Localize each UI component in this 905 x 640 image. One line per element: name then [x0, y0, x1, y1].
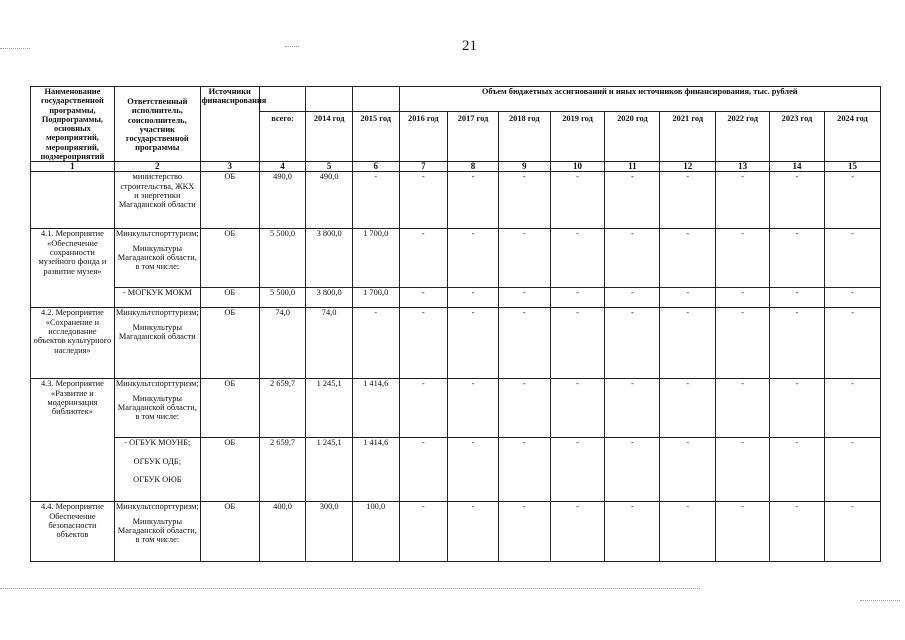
- total-cell: 5 500,0: [259, 229, 306, 288]
- dash-cell: -: [660, 438, 716, 502]
- column-number: 3: [200, 162, 259, 172]
- dash-cell: -: [399, 379, 448, 438]
- dash-cell: -: [770, 172, 825, 229]
- dash-cell: -: [448, 379, 499, 438]
- header-empty: [259, 87, 306, 112]
- executor-cell: Минкультспорттуризм; Минкультуры Магаданской области, в том числе:: [114, 502, 200, 562]
- dash-cell: -: [770, 502, 825, 562]
- executor-cell: Минкультспорттуризм; Минкультуры Магаданской области, в том числе:: [114, 229, 200, 288]
- dash-cell: -: [716, 379, 770, 438]
- column-number: 4: [259, 162, 306, 172]
- header-year: 2017 год: [448, 112, 499, 162]
- measure-name-4-4: 4.4. Мероприятие Обеспечение безопасности объектов: [31, 502, 115, 562]
- header-year: 2014 год: [306, 112, 353, 162]
- dash-cell: -: [716, 438, 770, 502]
- dash-cell: -: [498, 438, 550, 502]
- dash-cell: -: [448, 229, 499, 288]
- year-2014-cell: 300,0: [306, 502, 353, 562]
- dash-cell: -: [770, 379, 825, 438]
- header-executor: Ответственный исполнитель, соисполнитель, участник государственной программы: [114, 87, 200, 162]
- scan-artifact-line: [285, 46, 299, 47]
- dash-cell: -: [770, 438, 825, 502]
- dash-cell: -: [605, 229, 660, 288]
- dash-cell: -: [716, 288, 770, 308]
- source-cell: ОБ: [200, 379, 259, 438]
- header-year: 2015 год: [352, 112, 399, 162]
- column-number: 10: [550, 162, 605, 172]
- year-2014-cell: 490,0: [306, 172, 353, 229]
- year-2015-cell: 1 414,6: [352, 379, 399, 438]
- dash-cell: -: [824, 288, 880, 308]
- dash-cell: -: [498, 288, 550, 308]
- dash-cell: -: [824, 308, 880, 379]
- table-row: [31, 229, 881, 288]
- header-year: 2024 год: [824, 112, 880, 162]
- dash-cell: -: [824, 229, 880, 288]
- dash-cell: -: [605, 172, 660, 229]
- header-year: 2018 год: [498, 112, 550, 162]
- dash-cell: -: [550, 172, 605, 229]
- dash-cell: -: [448, 502, 499, 562]
- header-year: 2021 год: [660, 112, 716, 162]
- source-cell: ОБ: [200, 502, 259, 562]
- dash-cell: -: [399, 308, 448, 379]
- source-cell: ОБ: [200, 288, 259, 308]
- source-cell: ОБ: [200, 229, 259, 288]
- table-row: [31, 379, 881, 438]
- dash-cell: -: [399, 172, 448, 229]
- column-number: 7: [399, 162, 448, 172]
- header-year: 2022 год: [716, 112, 770, 162]
- dash-cell: -: [660, 172, 716, 229]
- dash-cell: -: [660, 379, 716, 438]
- budget-table: [30, 86, 881, 562]
- source-cell: ОБ: [200, 172, 259, 229]
- dash-cell: -: [498, 379, 550, 438]
- year-2014-cell: 1 245,1: [306, 438, 353, 502]
- header-volume-title: Объем бюджетных ассигнований и иных источников финансирования, тыс. рублей: [399, 87, 881, 112]
- header-total: всего:: [259, 112, 306, 162]
- header-year: 2023 год: [770, 112, 825, 162]
- table-row: [31, 308, 881, 379]
- dash-cell: -: [716, 172, 770, 229]
- dash-cell: -: [399, 502, 448, 562]
- header-year: 2019 год: [550, 112, 605, 162]
- dash-cell: -: [550, 288, 605, 308]
- dash-cell: -: [550, 502, 605, 562]
- column-number: 11: [605, 162, 660, 172]
- dash-cell: -: [660, 288, 716, 308]
- total-cell: 2 659,7: [259, 379, 306, 438]
- table-row: [31, 288, 881, 308]
- page-number: 21: [462, 38, 477, 54]
- year-2015-cell: 1 700,0: [352, 288, 399, 308]
- dash-cell: -: [550, 438, 605, 502]
- dash-cell: -: [770, 288, 825, 308]
- dash-cell: -: [448, 288, 499, 308]
- dash-cell: -: [498, 502, 550, 562]
- dash-cell: -: [498, 308, 550, 379]
- year-2015-cell: 1 414,6: [352, 438, 399, 502]
- dash-cell: -: [824, 438, 880, 502]
- column-number: 1: [31, 162, 115, 172]
- year-2014-cell: 3 800,0: [306, 288, 353, 308]
- column-number: 9: [498, 162, 550, 172]
- header-year: 2016 год: [399, 112, 448, 162]
- dash-cell: -: [399, 229, 448, 288]
- measure-name-4-1: 4.1. Мероприятие «Обеспечение сохранности музейного фонда и развитие музея»: [31, 229, 115, 308]
- dash-cell: -: [448, 438, 499, 502]
- dash-cell: -: [660, 229, 716, 288]
- dash-cell: -: [605, 308, 660, 379]
- dash-cell: -: [660, 308, 716, 379]
- column-number: 5: [306, 162, 353, 172]
- dash-cell: -: [716, 308, 770, 379]
- dash-cell: -: [824, 502, 880, 562]
- total-cell: 490,0: [259, 172, 306, 229]
- dash-cell: -: [605, 438, 660, 502]
- table-row: [31, 502, 881, 562]
- dash-cell: -: [605, 379, 660, 438]
- dash-cell: -: [498, 172, 550, 229]
- dash-cell: -: [498, 229, 550, 288]
- year-2014-cell: 74,0: [306, 308, 353, 379]
- measure-name-4-3: 4.3. Мероприятие «Развитие и модернизация библиотек»: [31, 379, 115, 502]
- dash-cell: -: [824, 172, 880, 229]
- year-2015-cell: 1 700,0: [352, 229, 399, 288]
- dash-cell: -: [550, 379, 605, 438]
- column-number: 2: [114, 162, 200, 172]
- dash-cell: -: [550, 308, 605, 379]
- source-cell: ОБ: [200, 438, 259, 502]
- scan-artifact-line: [0, 48, 30, 49]
- scan-artifact-line: [860, 600, 900, 601]
- measure-name-4-2: 4.2. Мероприятие «Сохранение и исследование объектов культурного наследия»: [31, 308, 115, 379]
- dash-cell: -: [399, 288, 448, 308]
- dash-cell: -: [550, 229, 605, 288]
- total-cell: 2 659,7: [259, 438, 306, 502]
- source-cell: ОБ: [200, 308, 259, 379]
- header-sources: Источники финансирования: [200, 87, 259, 162]
- year-2014-cell: 3 800,0: [306, 229, 353, 288]
- executor-cell: Минкультспорттуризм; Минкультуры Магаданской области: [114, 308, 200, 379]
- program-name-cell: [31, 172, 115, 229]
- dash-cell: -: [399, 438, 448, 502]
- dash-cell: -: [770, 308, 825, 379]
- dash-cell: -: [716, 502, 770, 562]
- column-number: 13: [716, 162, 770, 172]
- year-2014-cell: 1 245,1: [306, 379, 353, 438]
- table-row: [31, 172, 881, 229]
- scan-artifact-line: [0, 588, 700, 589]
- column-number: 8: [448, 162, 499, 172]
- executor-cell: Минкультспорттуризм; Минкультуры Магаданской области, в том числе:: [114, 379, 200, 438]
- header-year: 2020 год: [605, 112, 660, 162]
- dash-cell: -: [448, 172, 499, 229]
- year-2015-cell: 100,0: [352, 502, 399, 562]
- dash-cell: -: [824, 379, 880, 438]
- column-number: 14: [770, 162, 825, 172]
- column-number: 15: [824, 162, 880, 172]
- dash-cell: -: [716, 229, 770, 288]
- executor-cell: - ОГБУК МОУНБ; ОГБУК ОДБ; ОГБУК ОЮБ: [114, 438, 200, 502]
- total-cell: 5 500,0: [259, 288, 306, 308]
- table-row: [31, 438, 881, 502]
- column-number: 6: [352, 162, 399, 172]
- dash-cell: -: [660, 502, 716, 562]
- total-cell: 400,0: [259, 502, 306, 562]
- executor-cell: - МОГКУК МОКМ: [114, 288, 200, 308]
- column-number: 12: [660, 162, 716, 172]
- year-2015-cell: -: [352, 172, 399, 229]
- dash-cell: -: [770, 229, 825, 288]
- dash-cell: -: [605, 288, 660, 308]
- header-empty: [306, 87, 353, 112]
- header-empty: [352, 87, 399, 112]
- year-2015-cell: -: [352, 308, 399, 379]
- total-cell: 74,0: [259, 308, 306, 379]
- dash-cell: -: [448, 308, 499, 379]
- header-name: Наименование государственной программы, Подпрограммы, основных мероприятий, мероприятий, подмероприятий: [31, 87, 115, 162]
- executor-cell: министерство строительства, ЖКХ и энергетики Магаданской области: [114, 172, 200, 229]
- dash-cell: -: [605, 502, 660, 562]
